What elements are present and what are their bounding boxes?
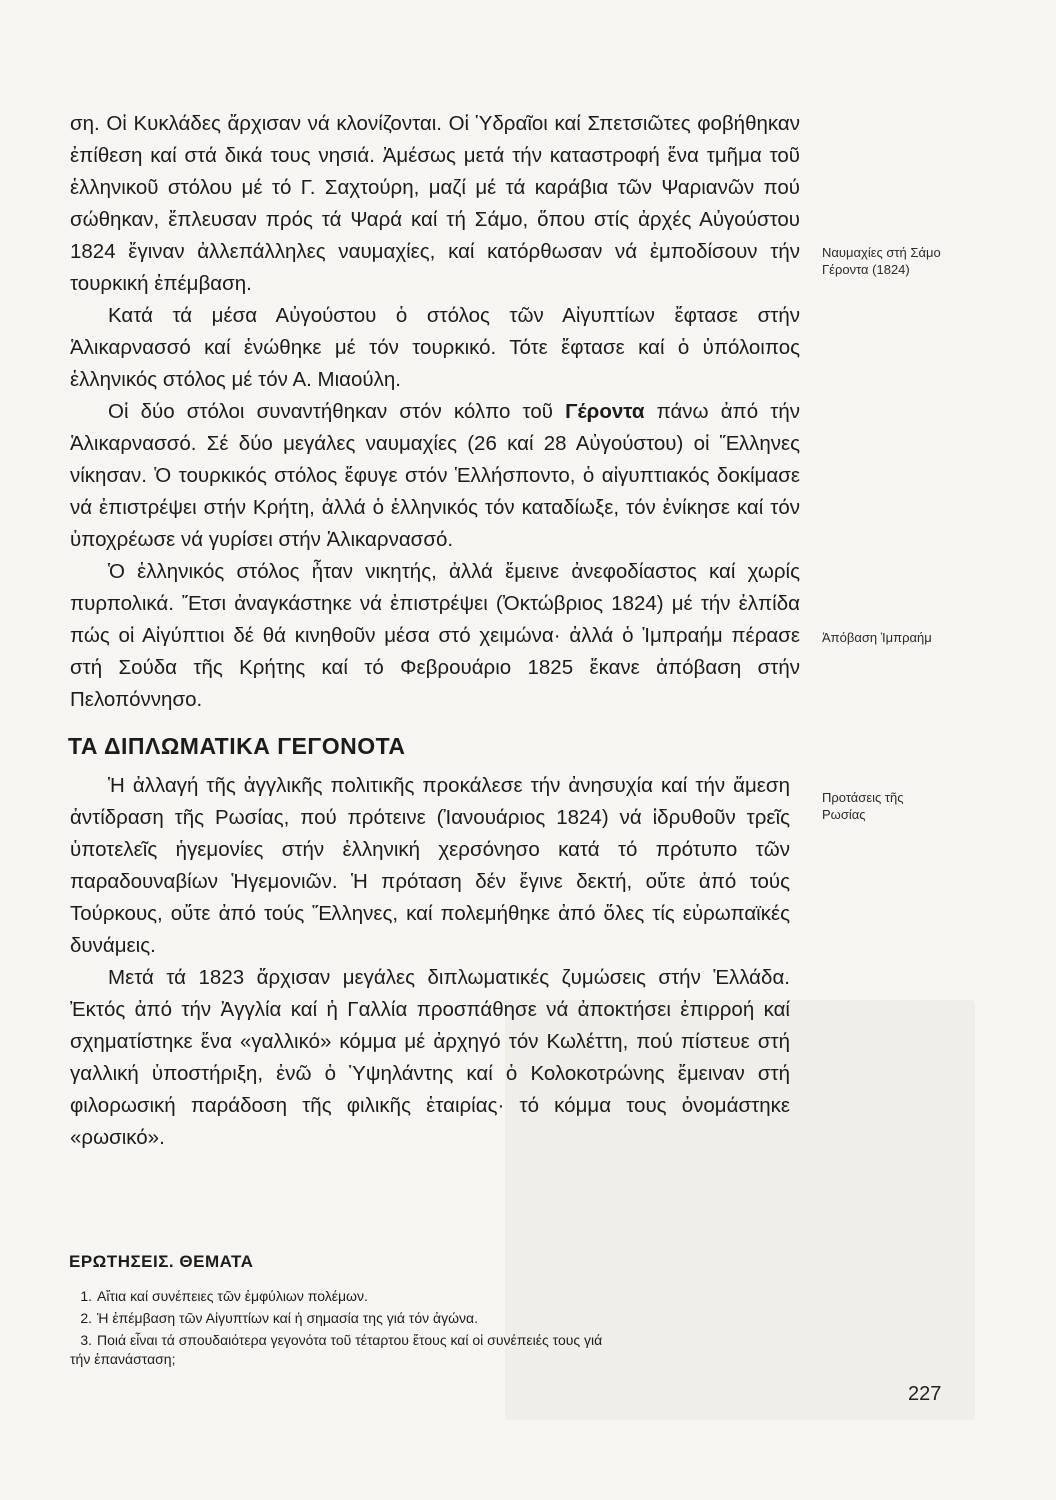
gerontas-bold-term: Γέροντα [565,400,645,423]
sidenote-proposals-line2: Ρωσίας [822,807,866,822]
sidenote-russian-proposals [822,789,972,823]
question-number: 2. [80,1310,92,1326]
sidenote-naval-line2: Γέροντα (1824) [822,262,910,277]
sidenote-naval-battles [822,244,972,278]
paragraph-ibrahim-landing: Ὁ ἑλληνικός στόλος ἦταν νικητής, ἀλλά ἔμεινε ἀνεφοδίαστος καί χωρίς πυρπολικά. Ἔτσι ἀναγκάστηκε νά ἐπιστρέψει (Ὀκτώβριος 1824) μέ τήν ἐλπίδα πώς οἱ Αἰγύπτιοι δέ θά κινηθοῦν μέσα στό χειμώνα· ἀλλά ὁ Ἰμπραήμ πέρασε στή Σούδα τῆς Κρήτης καί τό Φεβρουάριο 1825 ἔκανε ἀπόβαση στήν Πελοπόννησο. [70,560,800,711]
question-item [70,1309,800,1328]
sidenote-landing-text: Ἀπόβαση Ἰμπραήμ [822,630,932,645]
paragraph-naval-samos: ση. Οἱ Κυκλάδες ἄρχισαν νά κλονίζονται. Οἱ Ὑδραῖοι καί Σπετσιῶτες φοβήθηκαν ἐπίθεση καί στά δικά τους νησιά. Ἀμέσως μετά τήν καταστροφή ἕνα τμῆμα τοῦ ἑλληνικοῦ στόλου μέ τό Γ. Σαχτούρη, μαζί μέ τά καράβια τῶν Ψαριανῶν πού σώθηκαν, ἔπλευσαν πρός τά Ψαρά καί τή Σάμο, ὅπου στίς ἀρχές Αὐγούστου 1824 ἔγιναν ἀλλεπάλληλες ναυμαχίες, καί κατόρθωσαν νά ἐμποδίσουν τήν τουρκική ἐπέμβαση. [70,112,800,295]
paragraph-political-parties: Μετά τά 1823 ἄρχισαν μεγάλες διπλωματικές ζυμώσεις στήν Ἑλλάδα. Ἐκτός ἀπό τήν Ἀγγλία καί ἡ Γαλλία προσπάθησε νά ἀποκτήσει ἐπιρροή καί σχηματίστηκε ἕνα «γαλλικό» κόμμα μέ ἀρχηγό τόν Κωλέττη, πού πίστευε στή γαλλική ὑποστήριξη, ἐνῶ ὁ Ὑψηλάντης καί ὁ Κολοκοτρώνης ἔμειναν στή φιλορωσική παράδοση τῆς φιλικῆς ἑταιρίας· τό κόμμα τους ὀνομάστηκε «ρωσικό». [70,966,790,1149]
question-item [70,1331,800,1369]
gerontas-text-after: πάνω ἀπό τήν Ἁλικαρνασσό. Σέ δύο μεγάλες ναυμαχίες (26 καί 28 Αὐγούστου) οἱ Ἕλληνες νίκησαν. Ὁ τουρκικός στόλος ἔφυγε στόν Ἑλλήσποντο, ὁ αἰγυπτιακός δοκίμασε νά ἐπιστρέψει στήν Κρήτη, ἀλλά ὁ ἑλληνικός τόν καταδίωξε, τόν ἐνίκησε καί τόν ὑποχρέωσε νά γυρίσει στήν Ἁλικαρνασσό. [70,400,800,551]
paragraph-egyptian-fleet: Κατά τά μέσα Αὐγούστου ὁ στόλος τῶν Αἰγυπτίων ἔφτασε στήν Ἁλικαρνασσό καί ἑνώθηκε μέ τόν τουρκικό. Τότε ἔφτασε καί ὁ ὑπόλοιπος ἑλληνικός στόλος μέ τόν Α. Μιαούλη. [70,304,800,391]
question-text: Ἡ ἐπέμβαση τῶν Αἰγυπτίων καί ἡ σημασία της γιά τόν ἀγώνα. [97,1310,479,1326]
gerontas-text-before: Οἱ δύο στόλοι συναντήθηκαν στόν κόλπο τοῦ [108,400,566,423]
sidenote-ibrahim-landing [822,629,972,646]
question-text: Ποιά εἶναι τά σπουδαιότερα γεγονότα τοῦ τέταρτου ἔτους καί οἱ συνέπειές τους γιά [97,1332,603,1348]
question-text-continuation: τήν ἐπανάσταση; [70,1351,176,1367]
section-body-diplomatic [70,770,790,1154]
sidenote-naval-line1: Ναυμαχίες στή Σάμο [822,245,941,260]
question-number: 3. [80,1332,92,1348]
question-text: Αἴτια καί συνέπειες τῶν ἐμφύλιων πολέμων. [97,1288,368,1304]
question-number: 1. [80,1288,92,1304]
section-heading-diplomatic: ΤΑ ΔΙΠΛΩΜΑΤΙΚΑ ΓΕΓΟΝΟΤΑ [68,733,406,759]
page-number: 227 [908,1383,942,1405]
question-item [70,1287,800,1306]
paragraph-russian-proposal: Ἡ ἀλλαγή τῆς ἀγγλικῆς πολιτικῆς προκάλεσε τήν ἀνησυχία καί τήν ἄμεση ἀντίδραση τῆς Ρωσίας, πού πρότεινε (Ἰανουάριος 1824) νά ἱδρυθοῦν τρεῖς ὑποτελεῖς ἡγεμονίες στήν ἑλληνική χερσόνησο κατά τό πρότυπο τῶν παραδουναβίων Ἡγεμονιῶν. Ἡ πρόταση δέν ἔγινε δεκτή, οὔτε ἀπό τούς Τούρκους, οὔτε ἀπό τούς Ἕλληνες, καί πολεμήθηκε ἀπό ὅλες τίς εὐρωπαϊκές δυνάμεις. [70,774,790,957]
sidenote-proposals-line1: Προτάσεις τῆς [822,790,904,805]
questions-heading: ΕΡΩΤΗΣΕΙΣ. ΘΕΜΑΤΑ [69,1252,254,1271]
paragraph-gerontas-battle [70,396,800,556]
questions-list [70,1287,800,1372]
main-text [70,108,800,716]
